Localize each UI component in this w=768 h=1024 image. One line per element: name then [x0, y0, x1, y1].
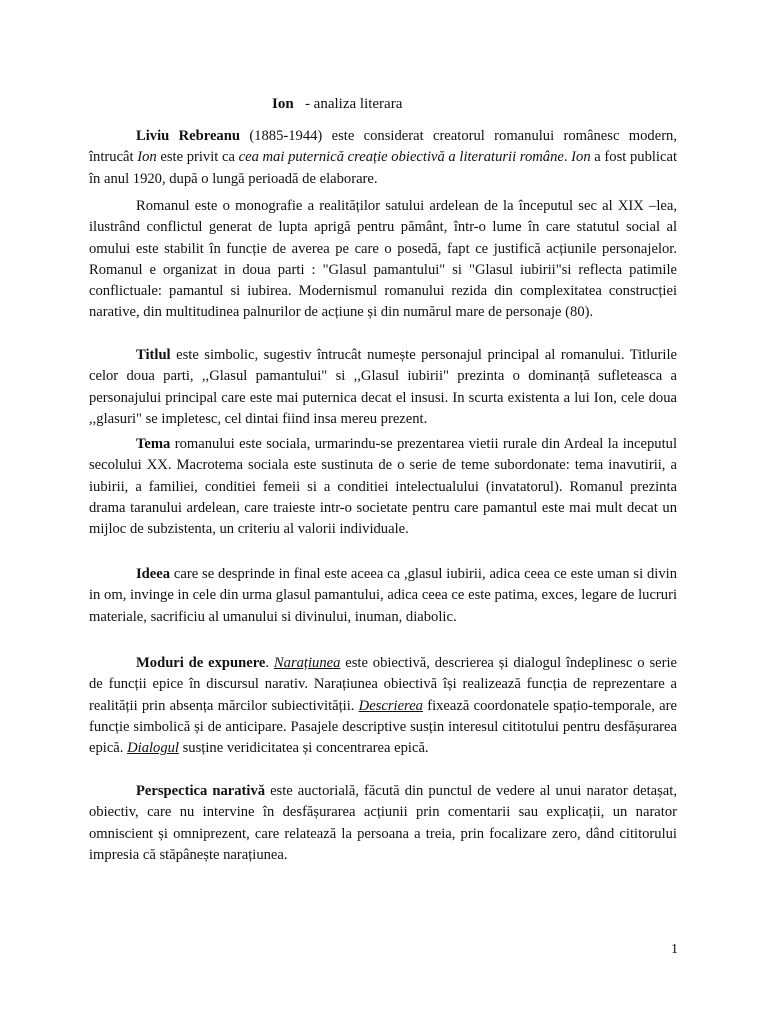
- p2-text-1: Romanul este o monografie a realităților satului ardelean de la începutul sec al XIX –lea, ilustrând conflictul generat de lupta aprigă pentru pământ, într-o lume în care statutul social al omului este stabilit în funcție de averea pe care o posedă, fapt ce justifică acțiunile personajelor. Romanul e organizat in doua parti : "Glasul pamantului" si "Glasul iubirii"si reflecta patimile conflictuale: pamantul si iubirea. Modernismul romanului rezida din complexitatea construcției narative, din multitudinea palnurilor de acțiune și din numărul mare de personaje (80).: [89, 198, 677, 321]
- underlined-dialogul: Dialogul: [127, 740, 179, 757]
- p6-text-4: susține veridicitatea și concentrarea epică.: [178, 740, 429, 757]
- heading-titlul: Titlul: [136, 347, 171, 363]
- p1-italic-2: cea mai puternică creație obiectivă a literaturii române: [238, 149, 564, 166]
- author-name: Liviu Rebreanu: [136, 128, 240, 144]
- heading-tema: Tema: [136, 436, 171, 452]
- p1-italic-1: Ion: [137, 149, 157, 166]
- page-number: 1: [671, 942, 678, 957]
- heading-ideea: Ideea: [136, 566, 171, 582]
- paragraph-tema: [89, 434, 677, 540]
- heading-perspectiva: Perspectica narativă: [136, 783, 266, 799]
- title-bold: Ion: [272, 96, 294, 112]
- p6-text-1: .: [265, 655, 274, 671]
- paragraph-titlul: [89, 345, 677, 430]
- document-title: [272, 94, 402, 114]
- p6-text-3: fixează coordonatele spațio-temporale, are funcție simbolică și de anticipare. Pasajele descriptive susțin interesul cititotului pentru desfășurarea epică.: [89, 697, 677, 757]
- p1-text-1: (1885-1944) este considerat creatorul romanului românesc modern, întrucât: [89, 128, 678, 166]
- p1-text-2: este privit ca: [156, 149, 239, 166]
- p1-italic-3: Ion: [571, 149, 591, 166]
- heading-moduri: Moduri de expunere: [136, 655, 266, 671]
- paragraph-moduri: [89, 653, 677, 759]
- title-rest: - analiza literara: [304, 96, 403, 112]
- paragraph-intro: [89, 126, 677, 190]
- paragraph-perspectiva: [89, 781, 677, 866]
- p3-text-1: este simbolic, sugestiv întrucât numește personajul principal al romanului. Titlurile celor doua parti, ,,Glasul pamantului" si ,,Glasul iubirii" prezinta o dominanță sufleteasca a personajului principal care este mai puternica decat el insusi. In scurta existenta a lui Ion, cele doua ,,glasuri" se impletesc, cel dintai fiind insa mereu prezent.: [89, 347, 677, 427]
- p1-text-4: a fost publicat în anul 1920, după o lungă perioadă de elaborare.: [89, 149, 677, 187]
- p1-text-3: .: [563, 149, 572, 166]
- p7-text-1: este auctorială, făcută din punctul de vedere al unui narator detașat, obiectiv, care nu intervine în desfășurarea acțiunii prin comentarii sau explicații, un narator omniscient și omniprezent, care relatează la persoana a treia, prin focalizare zero, dând cititorului impresia că stăpânește narațiunea.: [89, 783, 677, 863]
- underlined-descrierea: Descrierea: [358, 697, 423, 714]
- p5-text-1: care se desprinde in final este aceea ca ,glasul iubirii, adica ceea ce este uman si divin in om, invinge in cele din urma glasul pamantului, adica ceea ce este patima, exces, legare de lucruri materiale, sacrificiu al umanului si divinului, inuman, diabolic.: [89, 566, 677, 625]
- p6-text-2: este obiectivă, descrierea și dialogul îndeplinesc o serie de funcții epice în discursul narativ. Narațiunea obiectivă își realizează funcția de reprezentare a realității prin absența mărcilor subiectivității.: [89, 655, 677, 714]
- paragraph-ideea: [89, 564, 677, 628]
- underlined-naratiunea: Narațiunea: [273, 655, 341, 671]
- paragraph-monografie: [89, 196, 677, 324]
- p4-text-1: romanului este sociala, urmarindu-se prezentarea vietii rurale din Ardeal la inceputul secolului XX. Macrotema sociala este sustinuta de o serie de teme subordonate: tema inavutirii, a iubirii, a familiei, conditiei femeii si a conditiei intelectualului (invatatorul). Romanul prezinta drama taranului ardelean, care traieste intr-o societate pentru care pamantul este mai mult decat un mijloc de subzistenta, un criteriu al valorii individuale.: [89, 436, 677, 538]
